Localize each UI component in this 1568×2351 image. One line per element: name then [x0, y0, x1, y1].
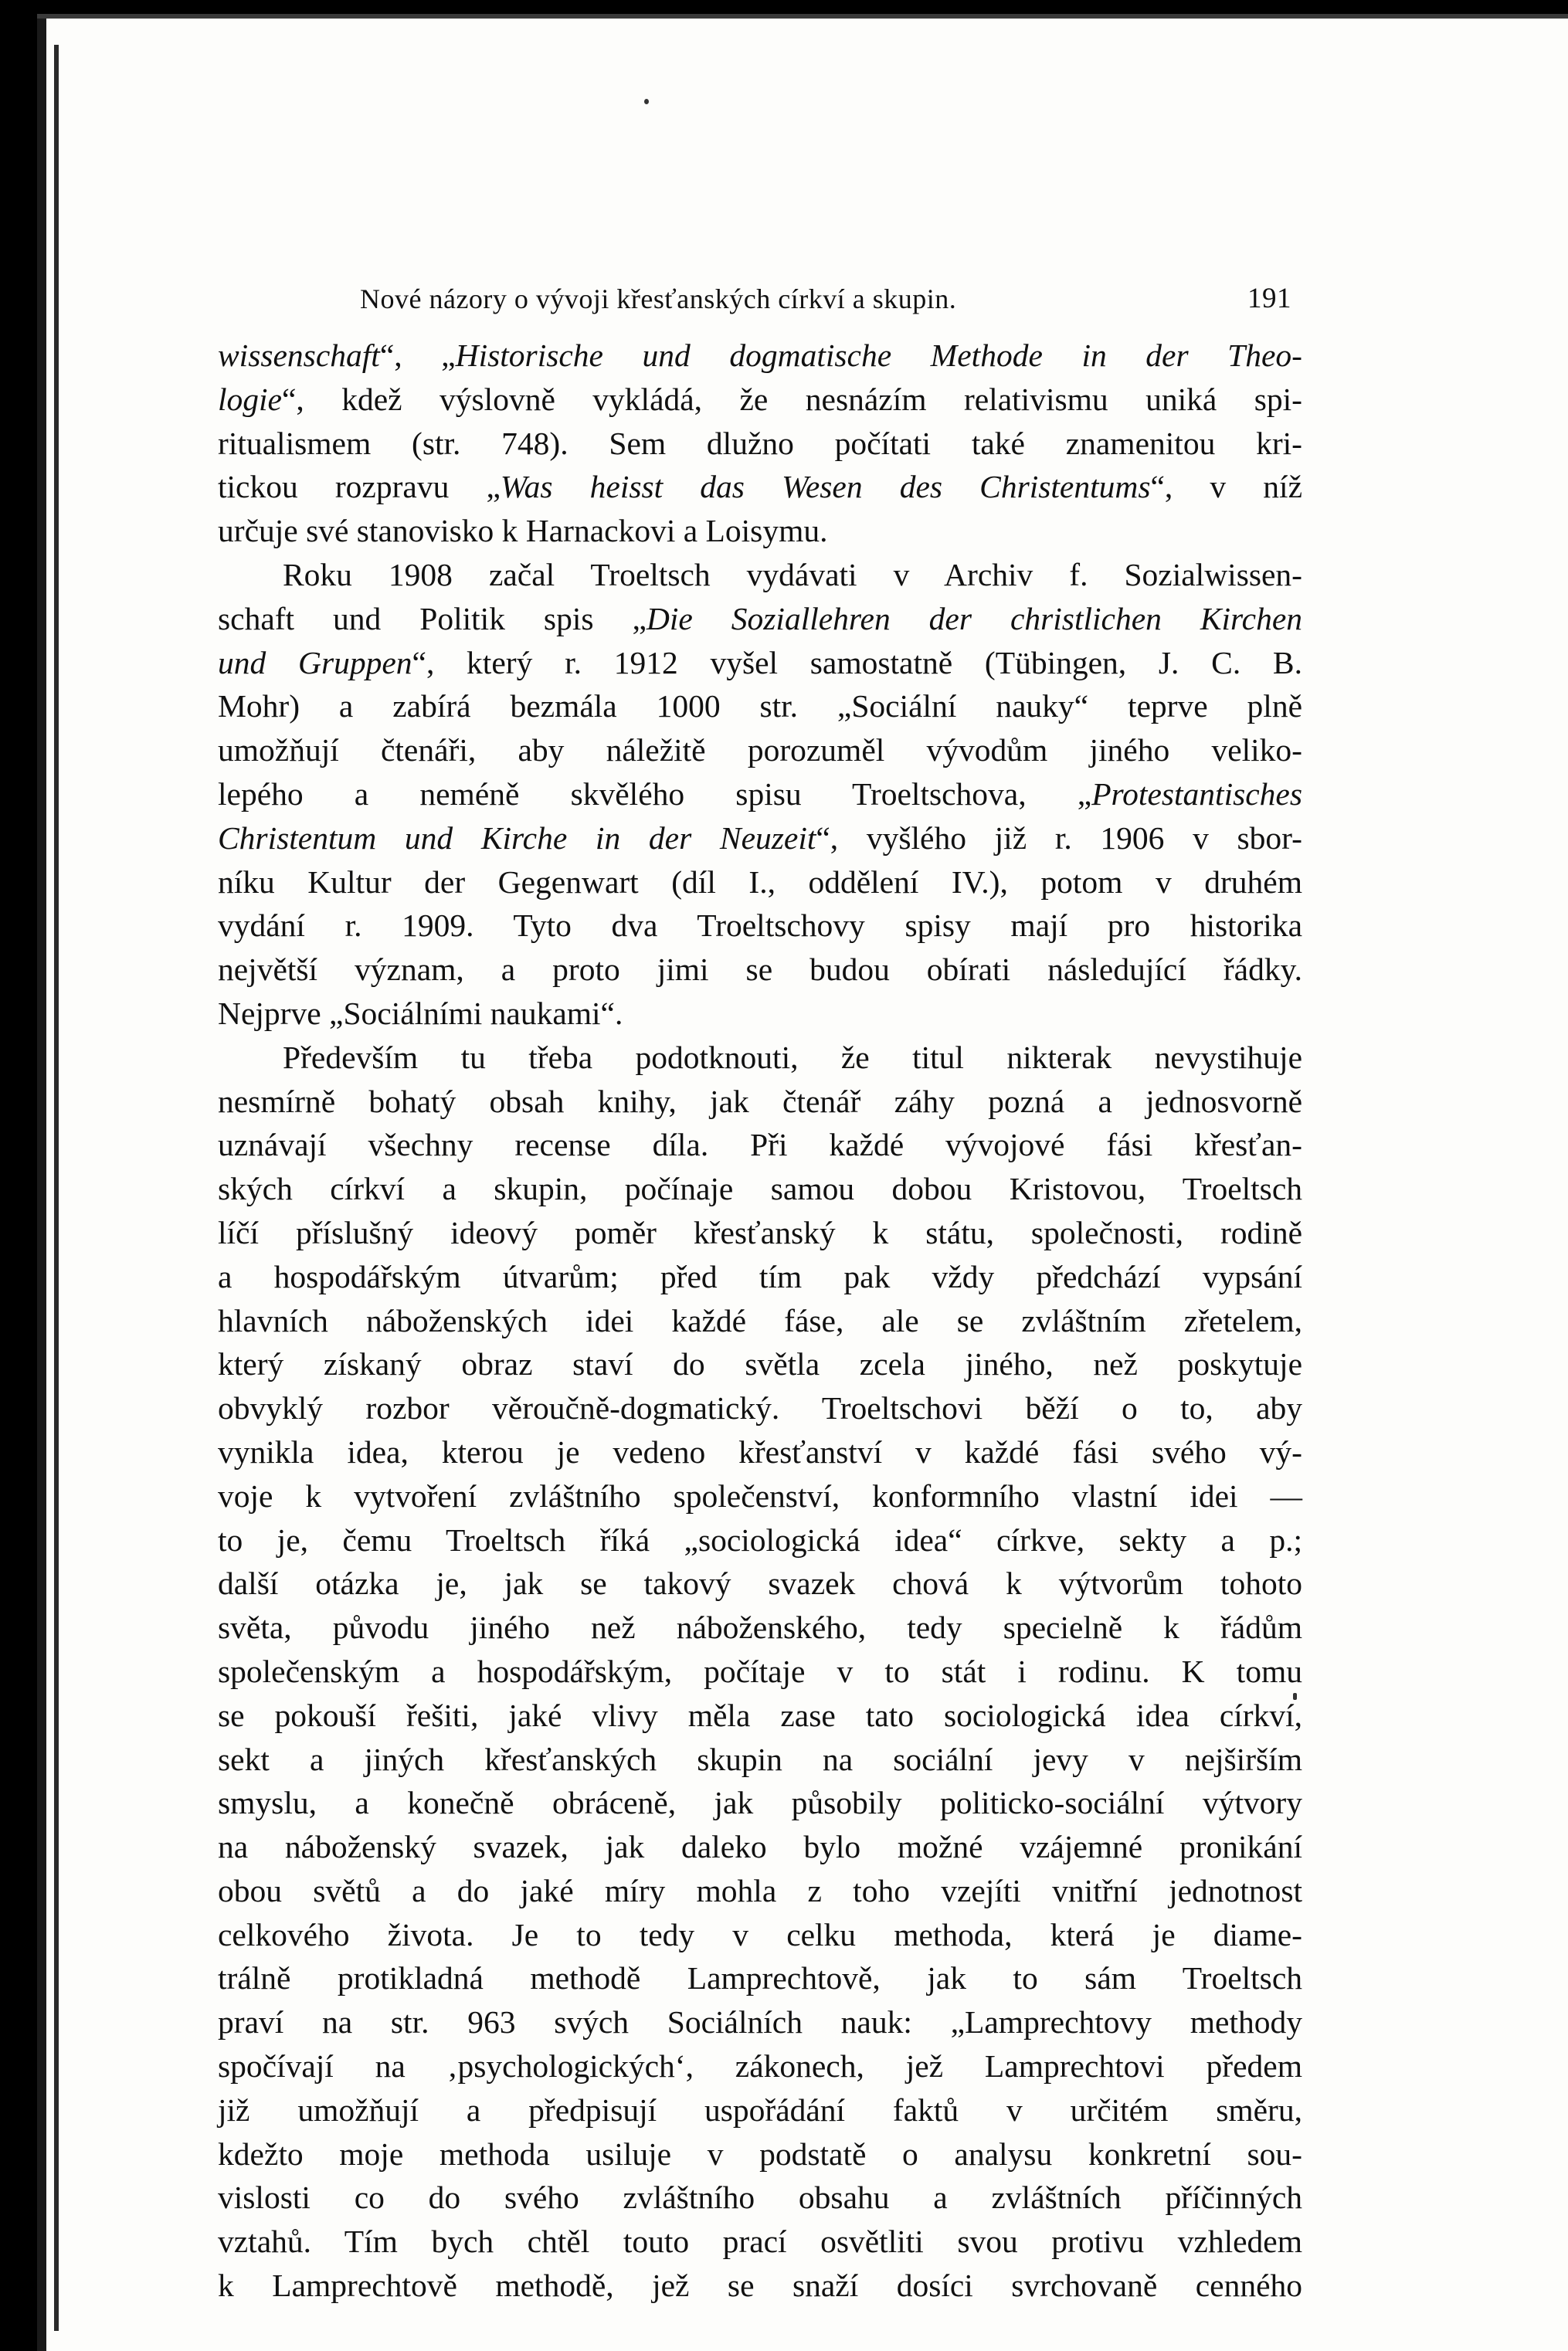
binding-edge-line: [54, 45, 59, 2331]
text-line: [218, 2132, 1302, 2176]
text-line: [218, 2220, 1302, 2264]
text-line: [218, 334, 1302, 378]
body-text-span: Roku 1908 začal Troeltsch vydávati v Archiv f. Sozialwissen-: [283, 556, 1302, 592]
text-line: [218, 1342, 1302, 1386]
text-line: [218, 860, 1302, 904]
italic-title-text: logie: [218, 381, 282, 417]
text-line: [218, 1386, 1302, 1430]
body-text-span: níku Kultur der Gegenwart (díl I., oddělení IV.), potom v druhém: [218, 863, 1302, 900]
text-line: [218, 597, 1302, 641]
text-line: [218, 2176, 1302, 2220]
text-line: [218, 1518, 1302, 1562]
text-line: [218, 1694, 1302, 1738]
body-text-span: již umožňují a předpisují uspořádání faktů v určitém směru,: [218, 2091, 1302, 2128]
body-text-span: světa, původu jiného než náboženského, tedy specielně k řádům: [218, 1610, 1302, 1646]
body-text-span: vztahů. Tím bych chtěl touto prací osvětliti svou protivu vzhledem: [218, 2224, 1302, 2260]
body-text-span: další otázka je, jak se takový svazek chová k výtvorům tohoto: [218, 1566, 1302, 1602]
body-text-span: ritualismem (str. 748). Sem dlužno počítati také znamenitou kri-: [218, 425, 1302, 461]
text-line: [218, 422, 1302, 466]
body-text-span: umožňují čtenáři, aby náležitě porozuměl vývodům jiného veliko-: [218, 732, 1302, 768]
body-text-span: vynikla idea, kterou je vedeno křesťanství v každé fási svého vý-: [218, 1433, 1302, 1470]
text-line: [218, 1080, 1302, 1124]
text-line: [218, 728, 1302, 772]
italic-title-text: wissenschaft: [218, 338, 380, 373]
text-line: [218, 2044, 1302, 2088]
body-text-span: Mohr) a zabírá bezmála 1000 str. „Sociální nauky“ teprve plně: [218, 688, 1302, 724]
body-text-span: lepého a neméně skvělého spisu Troeltschova, „: [218, 775, 1092, 812]
text-line: [218, 1299, 1302, 1343]
body-text-span: “, který r. 1912 vyšel samostatně (Tübingen, J. C. B.: [412, 644, 1302, 680]
body-text-span: schaft und Politik spis „: [218, 600, 647, 636]
italic-title-text: Historische und dogmatische Methode in der Theo-: [455, 338, 1303, 373]
text-line: [218, 1123, 1302, 1167]
text-line: [218, 1738, 1302, 1782]
body-text-span: a hospodářským útvarům; před tím pak vždy předchází vypsání: [218, 1258, 1302, 1294]
text-line: [218, 684, 1302, 728]
text-line: [218, 2264, 1302, 2308]
body-text-span: celkového života. Je to tedy v celku methoda, která je diame-: [218, 1916, 1302, 1952]
text-line: [218, 465, 1302, 509]
text-line: [218, 1255, 1302, 1299]
body-text-span: k Lamprechtově methodě, jež se snaží dosíci svrchovaně cenného: [218, 2268, 1302, 2304]
text-line: [218, 2000, 1302, 2044]
body-text-span: kdežto moje methoda usiluje v podstatě o analysu konkretní sou-: [218, 2136, 1302, 2172]
body-text-span: smyslu, a konečně obráceně, jak působily politicko-sociální výtvory: [218, 1785, 1302, 1821]
text-line: [218, 1211, 1302, 1255]
body-text-span: “, vyšlého již r. 1906 v sbor-: [816, 819, 1302, 856]
text-line: [218, 1562, 1302, 1606]
text-line: [218, 1913, 1302, 1957]
body-text-span: tickou rozpravu „: [218, 469, 501, 505]
body-text-span: uznávají všechny recense díla. Při každé vývojové fási křesťan-: [218, 1127, 1302, 1163]
body-text-span: největší význam, a proto jimi se budou obírati následující řádky.: [218, 952, 1302, 988]
body-text-span: líčí příslušný ideový poměr křesťanský k státu, společnosti, rodině: [218, 1214, 1302, 1250]
body-text-span: se pokouší řešiti, jaké vlivy měla zase tato sociologická idea církví,: [218, 1697, 1302, 1733]
page-text-block: [218, 278, 1302, 2308]
body-text-span: vislosti co do svého zvláštního obsahu a zvláštních příčinných: [218, 2180, 1302, 2216]
running-head-title: Nové názory o vývoji křesťanských církví a skupin.: [360, 283, 957, 314]
text-line: [218, 816, 1302, 860]
body-text-span: obvyklý rozbor věroučně-dogmatický. Troeltschovi běží o to, aby: [218, 1390, 1302, 1427]
running-head: [218, 278, 1302, 320]
text-line: [218, 1474, 1302, 1518]
body-text-span: Nejprve „Sociálními naukami“.: [218, 995, 623, 1031]
body-text-span: “, „: [379, 338, 456, 373]
text-line: [218, 553, 1302, 597]
body-text-span: na náboženský svazek, jak daleko bylo možné vzájemné pronikání: [218, 1829, 1302, 1865]
text-line: [218, 1167, 1302, 1211]
body-text-span: společenským a hospodářským, počítaje v to stát i rodinu. K tomu: [218, 1653, 1302, 1689]
text-line: [218, 904, 1302, 948]
body-text-span: spočívají na ‚psychologických‘, zákonech, jež Lamprechtovi předem: [218, 2048, 1302, 2085]
text-line: [218, 1825, 1302, 1869]
body-text-span: Především tu třeba podotknouti, že titul nikterak nevystihuje: [283, 1039, 1302, 1075]
text-line: [218, 772, 1302, 816]
italic-title-text: Christentum und Kirche in der Neuzeit: [218, 819, 816, 856]
body-text-span: to je, čemu Troeltsch říká „sociologická idea“ církve, sekty a p.;: [218, 1522, 1302, 1558]
body-text-span: voje k vytvoření zvláštního společenství, konformního vlastní idei —: [218, 1477, 1302, 1514]
body-text-span: který získaný obraz staví do světla zcela jiného, než poskytuje: [218, 1346, 1302, 1382]
text-line: [218, 378, 1302, 422]
body-text-span: praví na str. 963 svých Sociálních nauk: „Lamprechtovy methody: [218, 2004, 1302, 2041]
text-line: [218, 1869, 1302, 1913]
dust-speck: [644, 99, 649, 104]
text-line: [218, 1781, 1302, 1825]
text-line: [218, 1956, 1302, 2000]
top-edge-shadow: [37, 14, 1568, 19]
body-text-span: trálně protikladná methodě Lamprechtově, jak to sám Troeltsch: [218, 1960, 1302, 1996]
body-text-span: určuje své stanovisko k Harnackovi a Loisymu.: [218, 513, 828, 549]
text-line: [218, 509, 1302, 553]
binding-edge-shadow: [37, 14, 46, 2351]
text-line: [218, 2088, 1302, 2132]
italic-title-text: und Gruppen: [218, 644, 412, 680]
text-line: [218, 1036, 1302, 1080]
italic-title-text: Protestantisches: [1091, 775, 1302, 812]
text-line: [218, 948, 1302, 992]
text-line: [218, 1430, 1302, 1474]
body-text-span: obou světů a do jaké míry mohla z toho vzejíti vnitřní jednotnost: [218, 1872, 1302, 1908]
text-line: [218, 641, 1302, 685]
text-line: [218, 992, 1302, 1036]
body-text: [218, 334, 1302, 2308]
italic-title-text: Die Soziallehren der christlichen Kirchen: [646, 600, 1302, 636]
body-text-span: nesmírně bohatý obsah knihy, jak čtenář záhy pozná a jednosvorně: [218, 1083, 1302, 1119]
body-text-span: sekt a jiných křesťanských skupin na sociální jevy v nejširším: [218, 1741, 1302, 1777]
body-text-span: hlavních náboženských idei každé fáse, ale se zvláštním zřetelem,: [218, 1302, 1302, 1338]
body-text-span: “, kdež výslovně vykládá, že nesnázím relativismu uniká spi-: [281, 381, 1302, 417]
text-line: [218, 1650, 1302, 1694]
page-number: 191: [1247, 283, 1291, 314]
body-text-span: “, v níž: [1150, 469, 1302, 505]
italic-title-text: Was heisst das Wesen des Christentums: [500, 469, 1151, 505]
text-line: [218, 1606, 1302, 1650]
body-text-span: ských církví a skupin, počínaje samou dobou Kristovou, Troeltsch: [218, 1171, 1302, 1207]
body-text-span: vydání r. 1909. Tyto dva Troeltschovy spisy mají pro historika: [218, 907, 1302, 944]
